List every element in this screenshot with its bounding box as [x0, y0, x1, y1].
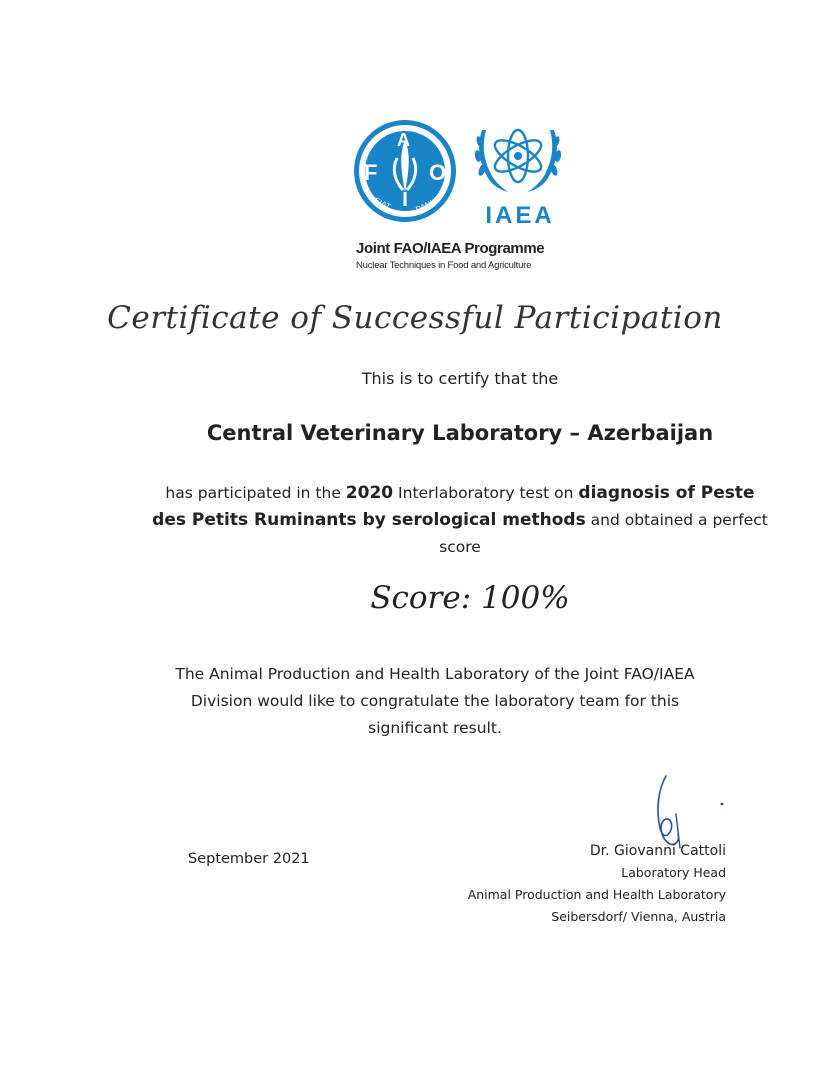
programme-subtitle: Nuclear Techniques in Food and Agriculture — [356, 260, 532, 271]
certificate-heading: Certificate of Successful Participation — [107, 300, 723, 336]
participation-year: 2020 — [345, 483, 394, 503]
iaea-logo-icon — [470, 116, 566, 202]
fao-logo-icon — [352, 118, 458, 224]
issue-date: September 2021 — [188, 851, 310, 867]
participation-topic: diagnosis of Peste des Petits Ruminants by serological methods — [152, 483, 755, 530]
signatory-title: Laboratory Head — [621, 865, 726, 880]
programme-title: Joint FAO/IAEA Programme — [356, 240, 545, 257]
signatory-organization: Animal Production and Health Laboratory — [467, 887, 726, 902]
congratulations-text: The Animal Production and Health Laboratory of the Joint FAO/IAEA Division would like to congratulate the laboratory team for this significant result. — [175, 665, 695, 737]
signatory-location: Seibersdorf/ Vienna, Austria — [551, 909, 726, 924]
participation-text-1: has participated in the — [165, 484, 346, 502]
svg-text:A: A — [397, 130, 410, 150]
svg-text:F: F — [364, 160, 378, 185]
iaea-logo-text: IAEA — [485, 202, 555, 229]
participation-text-3: and obtained a perfect score — [439, 511, 768, 556]
certify-line: This is to certify that the — [361, 369, 559, 388]
svg-text:PANIS: PANIS — [414, 196, 440, 215]
svg-text:O: O — [429, 160, 447, 185]
score: Score: 100% — [370, 580, 570, 616]
logo-group — [352, 116, 572, 229]
signatory-name: Dr. Giovanni Cattoli — [589, 843, 726, 859]
participation-text-2: Interlaboratory test on — [393, 484, 579, 502]
participation-statement — [150, 480, 770, 561]
signatory-block — [468, 840, 726, 928]
laboratory-name: Central Veterinary Laboratory – Azerbaijan — [206, 421, 714, 445]
svg-text:FIAT: FIAT — [373, 196, 393, 212]
